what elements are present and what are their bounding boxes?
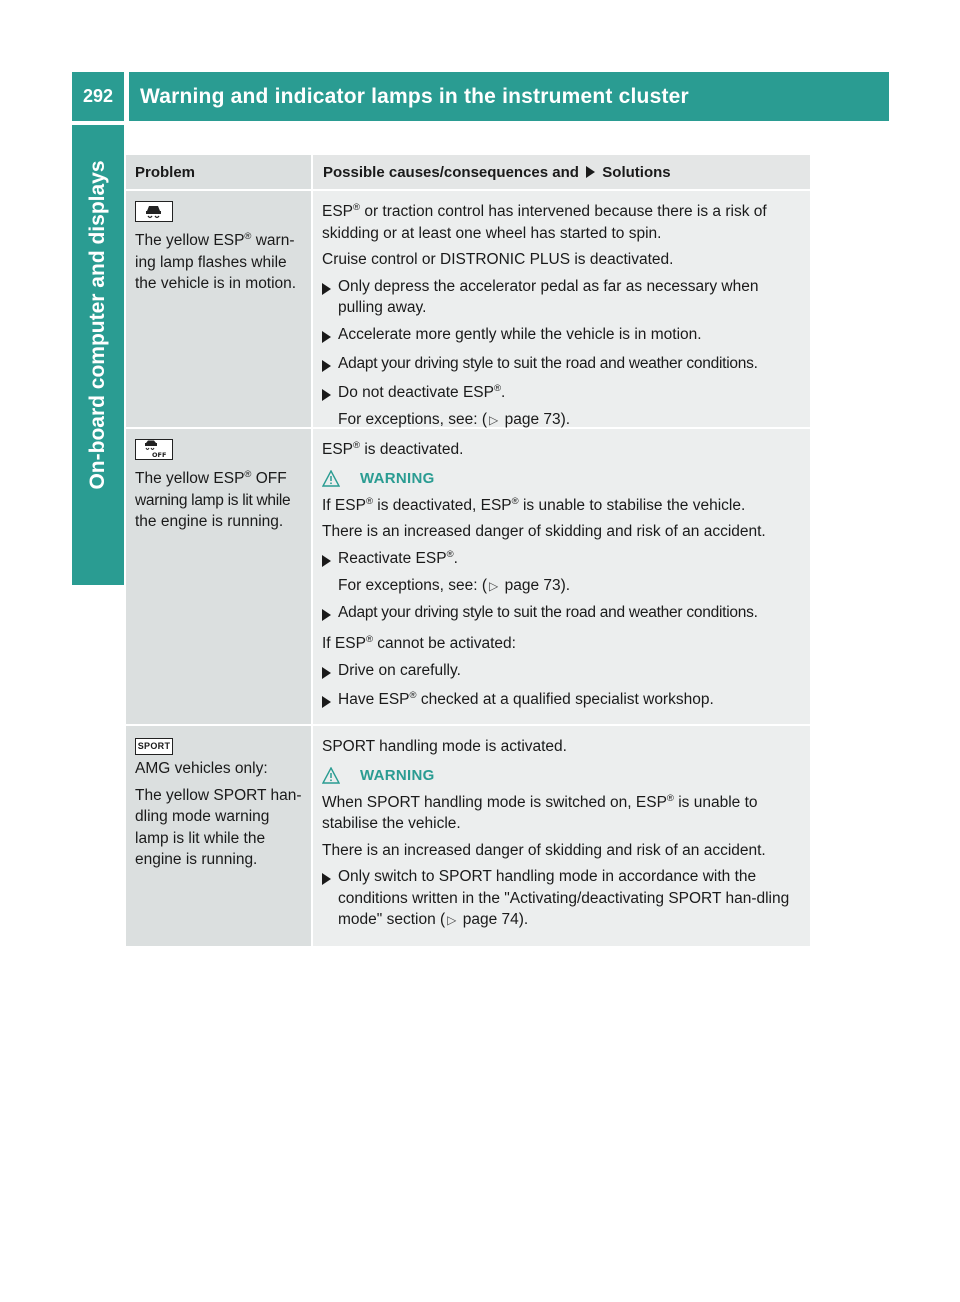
warning-text: There is an increased danger of skidding and risk of an accident. [322, 841, 766, 859]
problem-text: dling mode warning [135, 808, 270, 825]
solution-text: Only switch to SPORT handling mode in accordance with the conditions written in the "Activating/deactivating SPORT han-dling mode" section ( [338, 868, 790, 928]
list-item [322, 324, 804, 348]
warning-text: There is an increased danger of skidding and risk of an accident. [322, 523, 766, 540]
table-row [126, 429, 810, 726]
cause-text: is deactivated. [360, 441, 464, 458]
table-row [126, 191, 810, 429]
problem-text: the engine is running. [135, 513, 284, 530]
solution-text: Accelerate more gently while the vehicle is in motion. [338, 325, 702, 343]
arrow-icon [322, 555, 331, 567]
reg-mark: ® [365, 495, 373, 507]
warning-heading [322, 767, 804, 784]
page-ref-text: For exceptions, see: ( [338, 410, 488, 428]
warning-text: When SPORT handling mode is switched on, ESP [322, 793, 667, 811]
page-ref-icon: ▷ [489, 578, 499, 593]
solution-text: . [453, 549, 458, 567]
reg-mark: ® [666, 792, 674, 804]
warning-text: If ESP [322, 496, 366, 514]
cause-text: ESP [322, 441, 354, 458]
solution-cell [313, 429, 810, 724]
list-item [322, 382, 804, 406]
column-header-solutions-pre: Possible causes/consequences and [323, 164, 579, 181]
list-item [322, 660, 804, 684]
page-ref-link[interactable]: page 73). [500, 410, 571, 428]
arrow-icon [322, 331, 331, 343]
page-ref-icon: ▷ [489, 412, 499, 427]
cause-text: ESP [322, 203, 354, 220]
problem-text: the vehicle is in motion. [135, 275, 297, 292]
column-header-problem: Problem [126, 155, 313, 189]
esp-skid-icon [135, 201, 173, 222]
solution-text: Adapt your driving style to suit the road and weather conditions. [338, 604, 758, 621]
solution-text: Have ESP [338, 690, 410, 708]
problem-text: warn- [251, 232, 295, 249]
cause-text: Cruise control or DISTRONIC PLUS is deactivated. [322, 251, 674, 268]
solution-text: . [500, 383, 506, 401]
page-ref-link[interactable]: page 74). [458, 911, 529, 928]
reg-mark: ® [446, 548, 454, 560]
solution-text: Drive on carefully. [338, 661, 461, 679]
arrow-icon [322, 360, 331, 372]
cause-text: cannot be activated: [372, 635, 516, 652]
solution-text: Reactivate ESP [338, 549, 447, 567]
cause-text: If ESP [322, 635, 366, 652]
problem-text: engine is running. [135, 851, 258, 868]
warning-heading [322, 470, 804, 487]
arrow-icon [322, 389, 331, 401]
list-item [322, 602, 804, 626]
reg-mark: ® [353, 440, 361, 451]
problem-text: AMG vehicles only: [135, 760, 268, 777]
reg-mark: ® [511, 495, 519, 507]
warning-text: is unable to stabilise the vehicle. [322, 793, 758, 832]
reg-mark: ® [244, 469, 252, 480]
problem-text: ing lamp flashes while [135, 253, 287, 271]
arrow-icon [586, 166, 595, 178]
page-ref-text: For exceptions, see: ( [338, 576, 488, 594]
list-item [322, 689, 804, 713]
warning-triangle-icon [322, 767, 340, 784]
table-header-row [126, 155, 810, 191]
side-tab [72, 125, 124, 525]
page-ref-link[interactable]: page 73). [500, 576, 571, 594]
warning-label: WARNING [360, 469, 435, 487]
problem-cell [126, 429, 313, 724]
problem-text: warning lamp is lit while [135, 491, 291, 509]
warning-label: WARNING [360, 766, 435, 784]
arrow-icon [322, 609, 331, 621]
column-header-solutions-post: Solutions [602, 164, 671, 181]
arrow-icon [322, 873, 331, 885]
cause-text: SPORT handling mode is activated. [322, 738, 567, 755]
list-item [322, 548, 804, 572]
problem-text: The yellow ESP [135, 470, 245, 487]
problem-text: The yellow ESP [135, 232, 245, 249]
solution-cell [313, 191, 810, 427]
column-header-solutions [313, 155, 810, 189]
problem-text: OFF [251, 470, 287, 487]
list-item [322, 866, 804, 932]
solution-cell [313, 726, 810, 946]
arrow-icon [322, 667, 331, 679]
svg-text:OFF: OFF [152, 451, 167, 458]
reg-mark: ® [244, 231, 252, 242]
page-number: 292 [72, 72, 124, 121]
solution-text: Do not deactivate ESP [338, 383, 494, 401]
reg-mark: ® [353, 202, 361, 213]
arrow-icon [322, 283, 331, 295]
side-tab-label: On-board computer and displays [86, 160, 109, 490]
page-title: Warning and indicator lamps in the instrument cluster [129, 72, 889, 121]
solution-text: checked at a qualified specialist workshop. [416, 690, 714, 708]
problem-cell [126, 726, 313, 946]
problem-text: The yellow SPORT han- [135, 786, 302, 804]
arrow-icon [322, 696, 331, 708]
sport-icon: SPORT [135, 738, 173, 755]
page-ref-icon: ▷ [447, 913, 457, 927]
esp-off-icon [135, 439, 173, 460]
problem-cell [126, 191, 313, 427]
reg-mark: ® [409, 689, 417, 701]
solution-text: Adapt your driving style to suit the road and weather conditions. [338, 354, 758, 372]
solution-text: Only depress the accelerator pedal as far as necessary when pulling away. [338, 277, 759, 316]
problem-text: lamp is lit while the [135, 829, 266, 847]
list-item [322, 276, 804, 319]
warning-lamp-table [126, 155, 810, 948]
reg-mark: ® [493, 382, 501, 394]
list-item [322, 353, 804, 377]
warning-triangle-icon [322, 470, 340, 487]
reg-mark: ® [365, 634, 373, 645]
warning-text: is unable to stabilise the vehicle. [518, 496, 746, 514]
table-row [126, 726, 810, 948]
cause-text: or traction control has intervened because there is a risk of skidding or at least one wheel has started to spin. [322, 203, 767, 242]
warning-text: is deactivated, ESP [372, 496, 512, 514]
